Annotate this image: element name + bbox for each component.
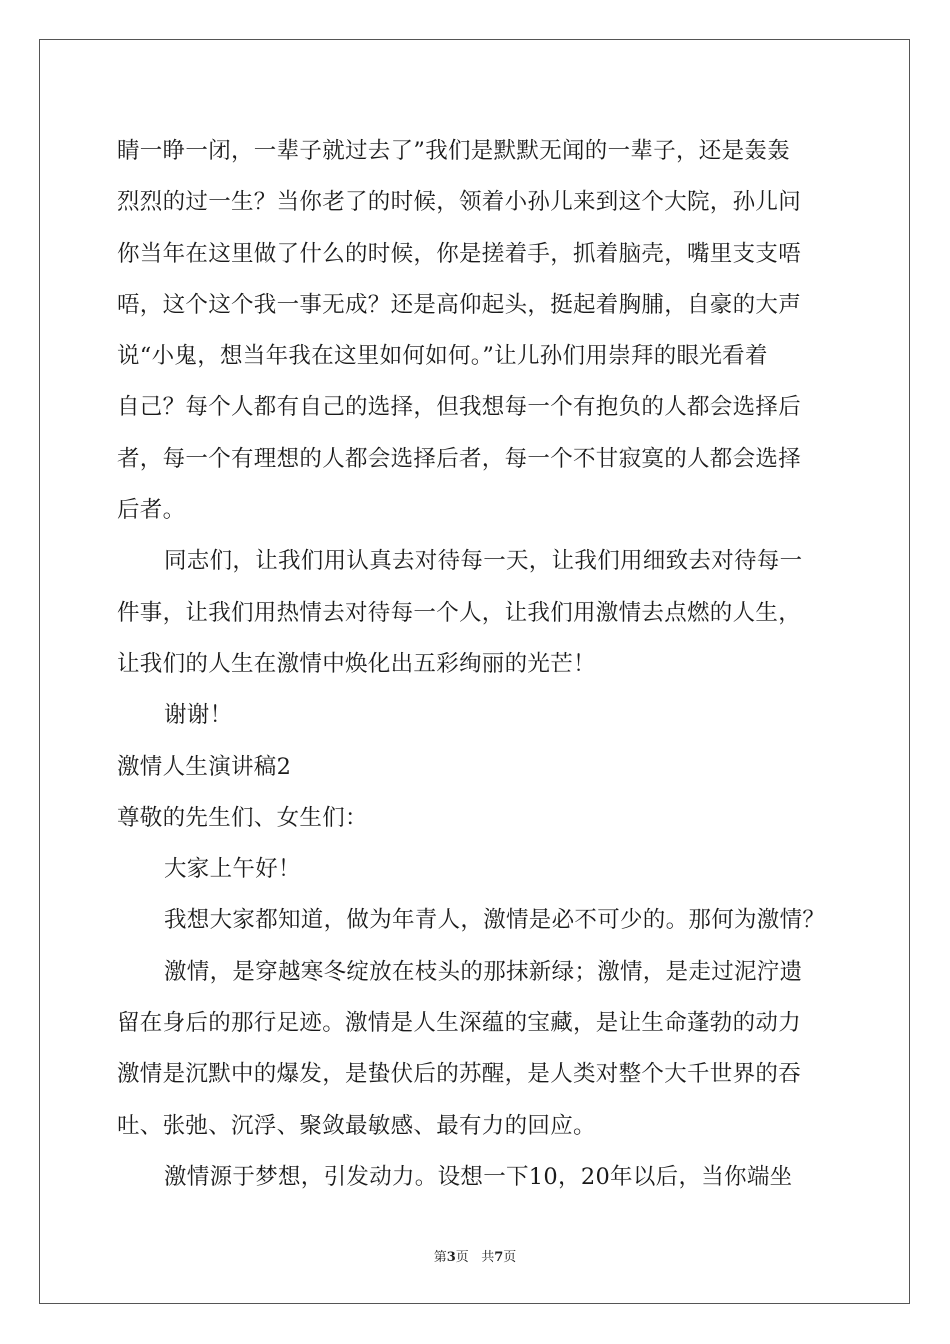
- section-title: 激情人生演讲稿2: [117, 753, 292, 780]
- text-line: 唔，这个这个我一事无成？还是高仰起头，挺起着胸脯，自豪的大声: [117, 291, 802, 318]
- text-line: 后者。: [117, 497, 186, 524]
- greeting: 大家上午好！: [164, 856, 301, 883]
- text-line: 让我们的人生在激情中焕化出五彩绚丽的光芒！: [117, 650, 596, 677]
- document-body: [117, 126, 837, 1203]
- paragraph-start: 我想大家都知道，做为年青人，激情是必不可少的。那何为激情？: [164, 907, 826, 934]
- paragraph-start: 同志们，让我们用认真去对待每一天，让我们用细致去对待每一: [164, 548, 803, 575]
- text-line: 自己？每个人都有自己的选择，但我想每一个有抱负的人都会选择后: [117, 394, 802, 421]
- footer-page-suffix: 页: [455, 1250, 469, 1265]
- footer-total-prefix: 共: [481, 1250, 495, 1265]
- text-line: 睛一睁一闭，一辈子就过去了”我们是默默无闻的一辈子，还是轰轰: [117, 138, 791, 164]
- text-line: 者，每一个有理想的人都会选择后者，每一个不甘寂寞的人都会选择: [117, 445, 802, 472]
- paragraph-start: 激情源于梦想，引发动力。设想一下10，20年以后，当你端坐: [164, 1163, 793, 1190]
- text-line: 烈烈的过一生？当你老了的时候，领着小孙儿来到这个大院，孙儿问: [117, 189, 802, 216]
- text-line: 件事，让我们用热情去对待每一个人，让我们用激情去点燃的人生，: [117, 599, 802, 626]
- thanks-line: 谢谢！: [164, 702, 233, 729]
- page-footer: [0, 1246, 950, 1265]
- footer-total-suffix: 页: [503, 1250, 517, 1265]
- text-line: 留在身后的那行足迹。激情是人生深蕴的宝藏，是让生命蓬勃的动力: [117, 1010, 802, 1037]
- current-page-number: 3: [446, 1250, 456, 1265]
- text-line: 说“小鬼，想当年我在这里如何如何。”让儿孙们用崇拜的眼光看着: [117, 343, 768, 370]
- salutation: 尊敬的先生们、女生们：: [117, 804, 368, 831]
- total-pages-number: 7: [494, 1250, 504, 1265]
- text-line: 吐、张弛、沉浮、聚敛最敏感、最有力的回应。: [117, 1112, 596, 1139]
- text-line: 你当年在这里做了什么的时候，你是搓着手，抓着脑壳，嘴里支支唔: [117, 240, 802, 267]
- paragraph-start: 激情，是穿越寒冬绽放在枝头的那抹新绿；激情，是走过泥泞遗: [164, 958, 803, 985]
- text-line: 激情是沉默中的爆发，是蛰伏后的苏醒，是人类对整个大千世界的吞: [117, 1061, 802, 1088]
- footer-prefix: 第: [433, 1250, 447, 1265]
